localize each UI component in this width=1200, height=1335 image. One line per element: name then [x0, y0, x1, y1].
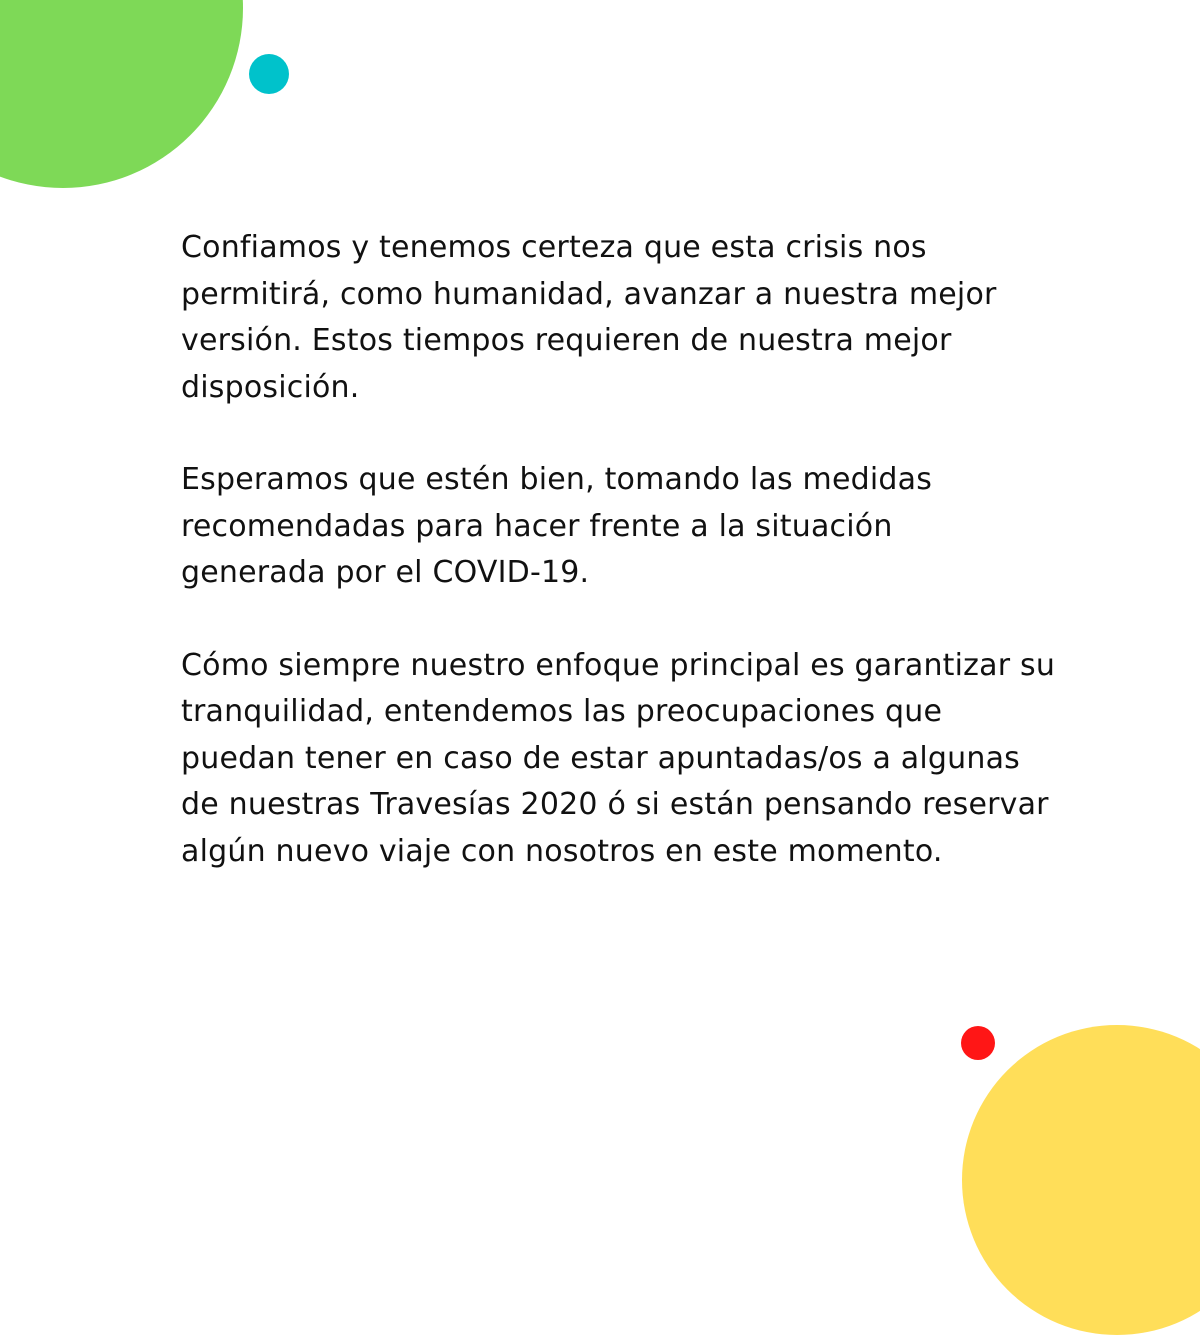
message-text-block [181, 225, 1141, 921]
decorative-yellow-circle [962, 1025, 1200, 1335]
text-line: Esperamos que estén bien, tomando las medidas [181, 462, 933, 497]
text-line: versión. Estos tiempos requieren de nuestra mejor [181, 323, 952, 358]
decorative-red-dot [961, 1026, 995, 1060]
text-line: recomendadas para hacer frente a la situación [181, 508, 893, 544]
text-line: disposición. [181, 369, 360, 405]
text-line: puedan tener en caso de estar apuntadas/os a algunas [181, 740, 1021, 776]
text-line: algún nuevo viaje con nosotros en este momento. [181, 833, 943, 869]
decorative-green-circle [0, 0, 243, 188]
text-line: Confiamos y tenemos certeza que esta crisis nos [181, 230, 927, 265]
text-line: permitirá, como humanidad, avanzar a nuestra mejor [181, 276, 997, 312]
paragraph-confidence [181, 225, 1141, 411]
text-line: Cómo siempre nuestro enfoque principal es garantizar su [181, 647, 1056, 683]
text-line: generada por el COVID-19. [181, 555, 590, 590]
decorative-teal-dot [249, 54, 289, 94]
paragraph-travel-concerns [181, 643, 1141, 876]
paragraph-wellbeing [181, 457, 1141, 597]
text-line: de nuestras Travesías 2020 ó si están pensando reservar [181, 787, 1049, 822]
text-line: tranquilidad, entendemos las preocupaciones que [181, 694, 943, 729]
